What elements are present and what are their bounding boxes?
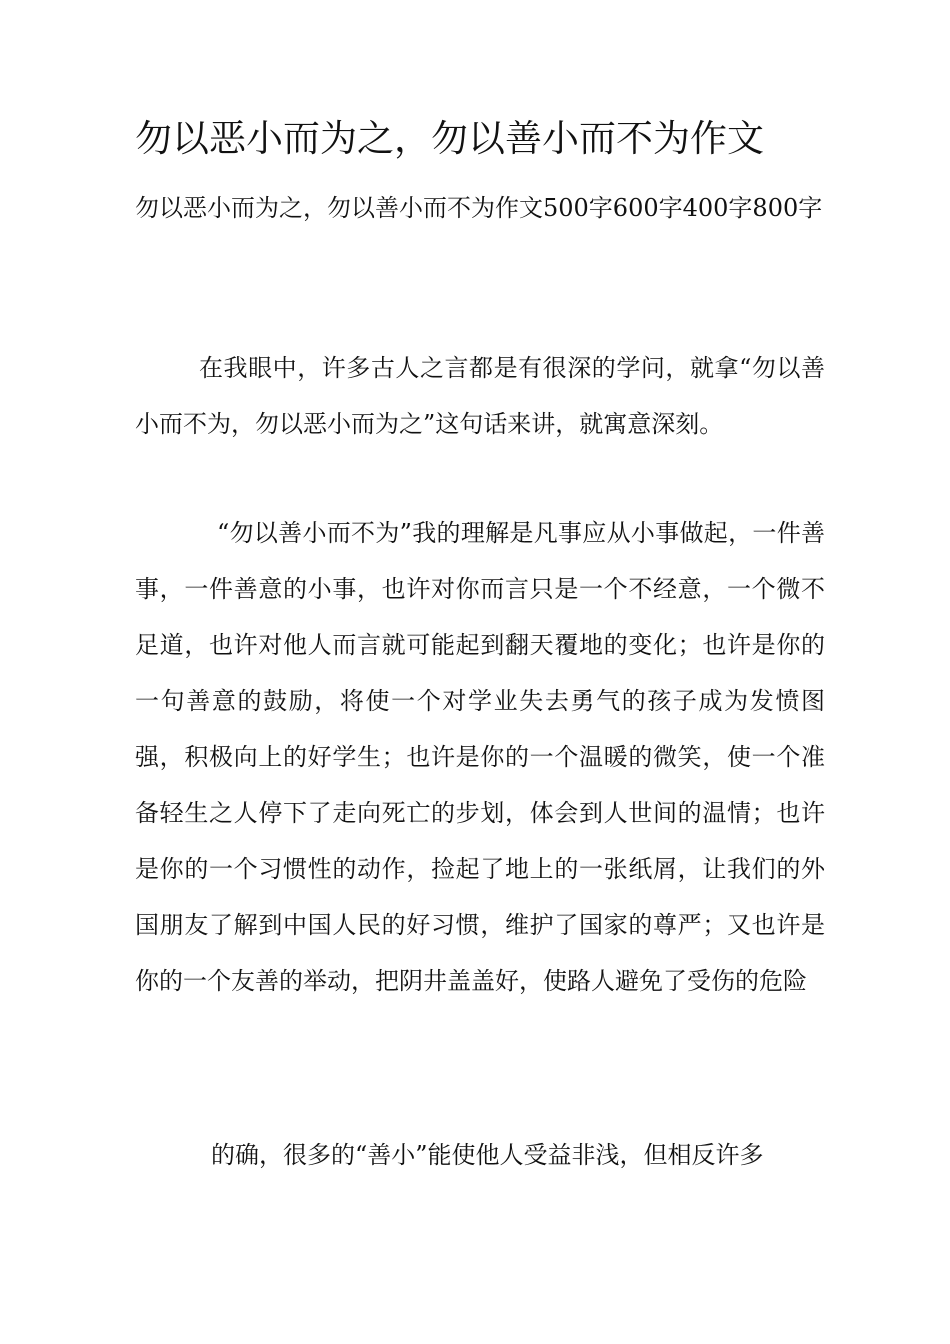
document-subtitle: 勿以恶小而为之，勿以善小而不为作文500字600字400字800字 xyxy=(135,194,823,222)
document-title: 勿以恶小而为之，勿以善小而不为作文 xyxy=(135,117,764,160)
paragraph-2: “勿以善小而不为”我的理解是凡事应从小事做起，一件善事，一件善意的小事，也许对你而言只是一个不经意，一个微不足道，也许对他人而言就可能起到翻天覆地的变化；也许是你的一句善意的鼓励，将使一个对学业失去勇气的孩子成为发愤图强，积极向上的好学生；也许是你的一个温暖的微笑，使一个准备轻生之人停下了走向死亡的步划，体会到人世间的温情；也许是你的一个习惯性的动作，捡起了地上的一张纸屑，让我们的外国朋友了解到中国人民的好习惯，维护了国家的尊严；又也许是你的一个友善的举动，把阴井盖盖好，使路人避免了受伤的危险 xyxy=(135,519,825,995)
paragraph-3: 的确，很多的“善小”能使他人受益非浅，但相反许多 xyxy=(211,1141,764,1169)
paragraph-1: 在我眼中，许多古人之言都是有很深的学问，就拿“勿以善小而不为，勿以恶小而为之”这句话来讲，就寓意深刻。 xyxy=(135,354,825,438)
